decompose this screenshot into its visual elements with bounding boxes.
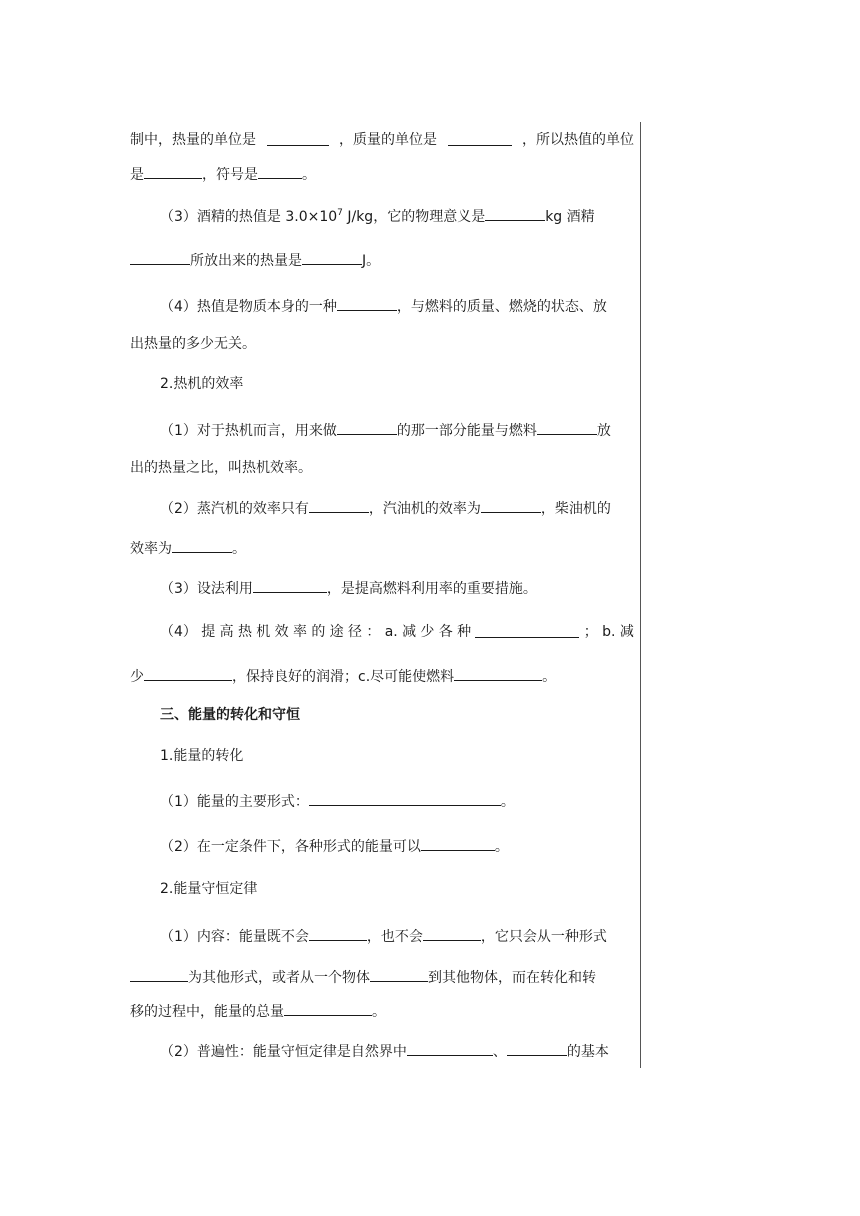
text: 出的热量之比，叫热机效率。	[130, 460, 312, 476]
text-line	[160, 790, 634, 812]
text: 移的过程中，能量的总量	[130, 1004, 284, 1020]
text: 。	[494, 839, 509, 855]
blank	[475, 622, 579, 638]
text: ，质量的单位是	[339, 132, 437, 148]
blank	[448, 130, 512, 146]
text: （1）对于热机而言，用来做	[160, 423, 337, 439]
section-heading	[160, 374, 634, 394]
section-heading	[160, 746, 634, 766]
text: 各	[438, 624, 453, 640]
text-line	[130, 966, 634, 988]
text: ，保持良好的润滑；c.尽可能使燃料	[232, 669, 455, 685]
blank	[537, 419, 597, 435]
blank	[172, 537, 232, 553]
text: ，与燃料的质量、燃烧的状态、放	[396, 299, 607, 315]
text-line	[160, 925, 634, 947]
text-line	[160, 295, 634, 317]
text: 。	[232, 541, 246, 557]
blank	[370, 966, 428, 982]
exponent: 7	[337, 208, 343, 218]
text: kg 酒精	[545, 209, 595, 225]
text: ，符号是	[202, 167, 258, 183]
text-line	[160, 205, 634, 227]
text-line	[130, 458, 634, 478]
text: ，它只会从一种形式	[480, 929, 607, 945]
text: 制中，热量的单位是	[130, 132, 256, 148]
text-line	[130, 537, 634, 559]
blank	[337, 295, 397, 311]
text: 是	[130, 167, 144, 183]
section-heading	[160, 879, 634, 899]
text: 。	[500, 794, 515, 810]
text: a.	[384, 624, 398, 640]
text: 效率为	[130, 541, 172, 557]
text: 的	[311, 624, 326, 640]
text-line	[130, 1000, 634, 1022]
blank	[258, 163, 302, 179]
text: 减	[402, 624, 417, 640]
text-line	[160, 835, 634, 857]
text: （1）内容：能量既不会	[160, 929, 309, 945]
blank	[423, 925, 481, 941]
text: ，所以热值的单位	[522, 132, 634, 148]
text: b.	[602, 624, 616, 640]
text: 途	[329, 624, 344, 640]
text: 的那一部分能量与燃料	[396, 423, 537, 439]
text: （2）在一定条件下，各种形式的能量可以	[160, 839, 421, 855]
text: 机	[256, 624, 271, 640]
text-line	[160, 1040, 634, 1062]
blank	[130, 966, 188, 982]
text: 放	[596, 423, 611, 439]
text: 。	[542, 669, 557, 685]
text: 2.热机的效率	[160, 376, 244, 392]
text-line	[160, 419, 634, 441]
text: 。	[302, 167, 316, 183]
blank	[454, 665, 542, 681]
text: ，是提高燃料利用率的重要措施。	[326, 581, 537, 597]
text: ：	[366, 624, 381, 640]
text: ，汽油机的效率为	[368, 501, 481, 517]
text-line	[160, 577, 634, 599]
text: 出热量的多少无关。	[130, 336, 256, 352]
blank	[485, 205, 545, 221]
text: 提	[201, 624, 216, 640]
text: （1）能量的主要形式：	[160, 794, 309, 810]
text: 少	[420, 624, 435, 640]
text: ；	[583, 624, 598, 640]
blank	[481, 497, 541, 513]
text: （4）	[160, 624, 197, 640]
text: ，柴油机的	[540, 501, 611, 517]
text: 的基本	[566, 1044, 609, 1060]
blank	[130, 249, 190, 265]
text: 、	[492, 1044, 507, 1060]
blank	[284, 1000, 372, 1016]
blank	[267, 130, 329, 146]
text: （3）设法利用	[160, 581, 253, 597]
text: 高	[219, 624, 234, 640]
text-line	[130, 665, 634, 687]
text-line	[130, 163, 634, 185]
blank	[309, 497, 369, 513]
text-line	[130, 249, 634, 271]
margin-line	[640, 122, 641, 1068]
blank	[407, 1040, 493, 1056]
blank	[302, 249, 362, 265]
text: 1.能量的转化	[160, 748, 244, 764]
blank	[337, 419, 397, 435]
text-line	[160, 622, 634, 642]
text: 2.能量守恒定律	[160, 881, 258, 897]
text-line	[160, 497, 634, 519]
text-line	[130, 334, 634, 354]
blank	[507, 1040, 567, 1056]
text: 率	[292, 624, 307, 640]
text: 效	[274, 624, 289, 640]
text: 为其他形式，或者从一个物体	[188, 970, 370, 986]
text: J。	[362, 253, 381, 269]
text: 所放出来的热量是	[190, 253, 302, 269]
blank	[421, 835, 495, 851]
blank	[144, 665, 232, 681]
blank	[253, 577, 327, 593]
text: （2）普遍性：能量守恒定律是自然界中	[160, 1044, 407, 1060]
text: （3）酒精的热值是 3.0×10	[160, 209, 338, 225]
blank	[144, 163, 202, 179]
blank	[309, 790, 501, 806]
text-line	[130, 130, 634, 150]
text: 减	[619, 624, 634, 640]
text: 热	[237, 624, 252, 640]
text: J/kg，它的物理意义是	[342, 209, 486, 225]
text: 。	[372, 1004, 386, 1020]
blank	[309, 925, 367, 941]
text: 到其他物体，而在转化和转	[428, 970, 596, 986]
section-heading	[160, 705, 634, 725]
text: 径	[348, 624, 363, 640]
text: （4）热值是物质本身的一种	[160, 299, 337, 315]
text: （2）蒸汽机的效率只有	[160, 501, 309, 517]
text: 少	[130, 669, 144, 685]
text: ，也不会	[366, 929, 423, 945]
text: 三、能量的转化和守恒	[160, 707, 300, 723]
text: 种	[457, 624, 472, 640]
